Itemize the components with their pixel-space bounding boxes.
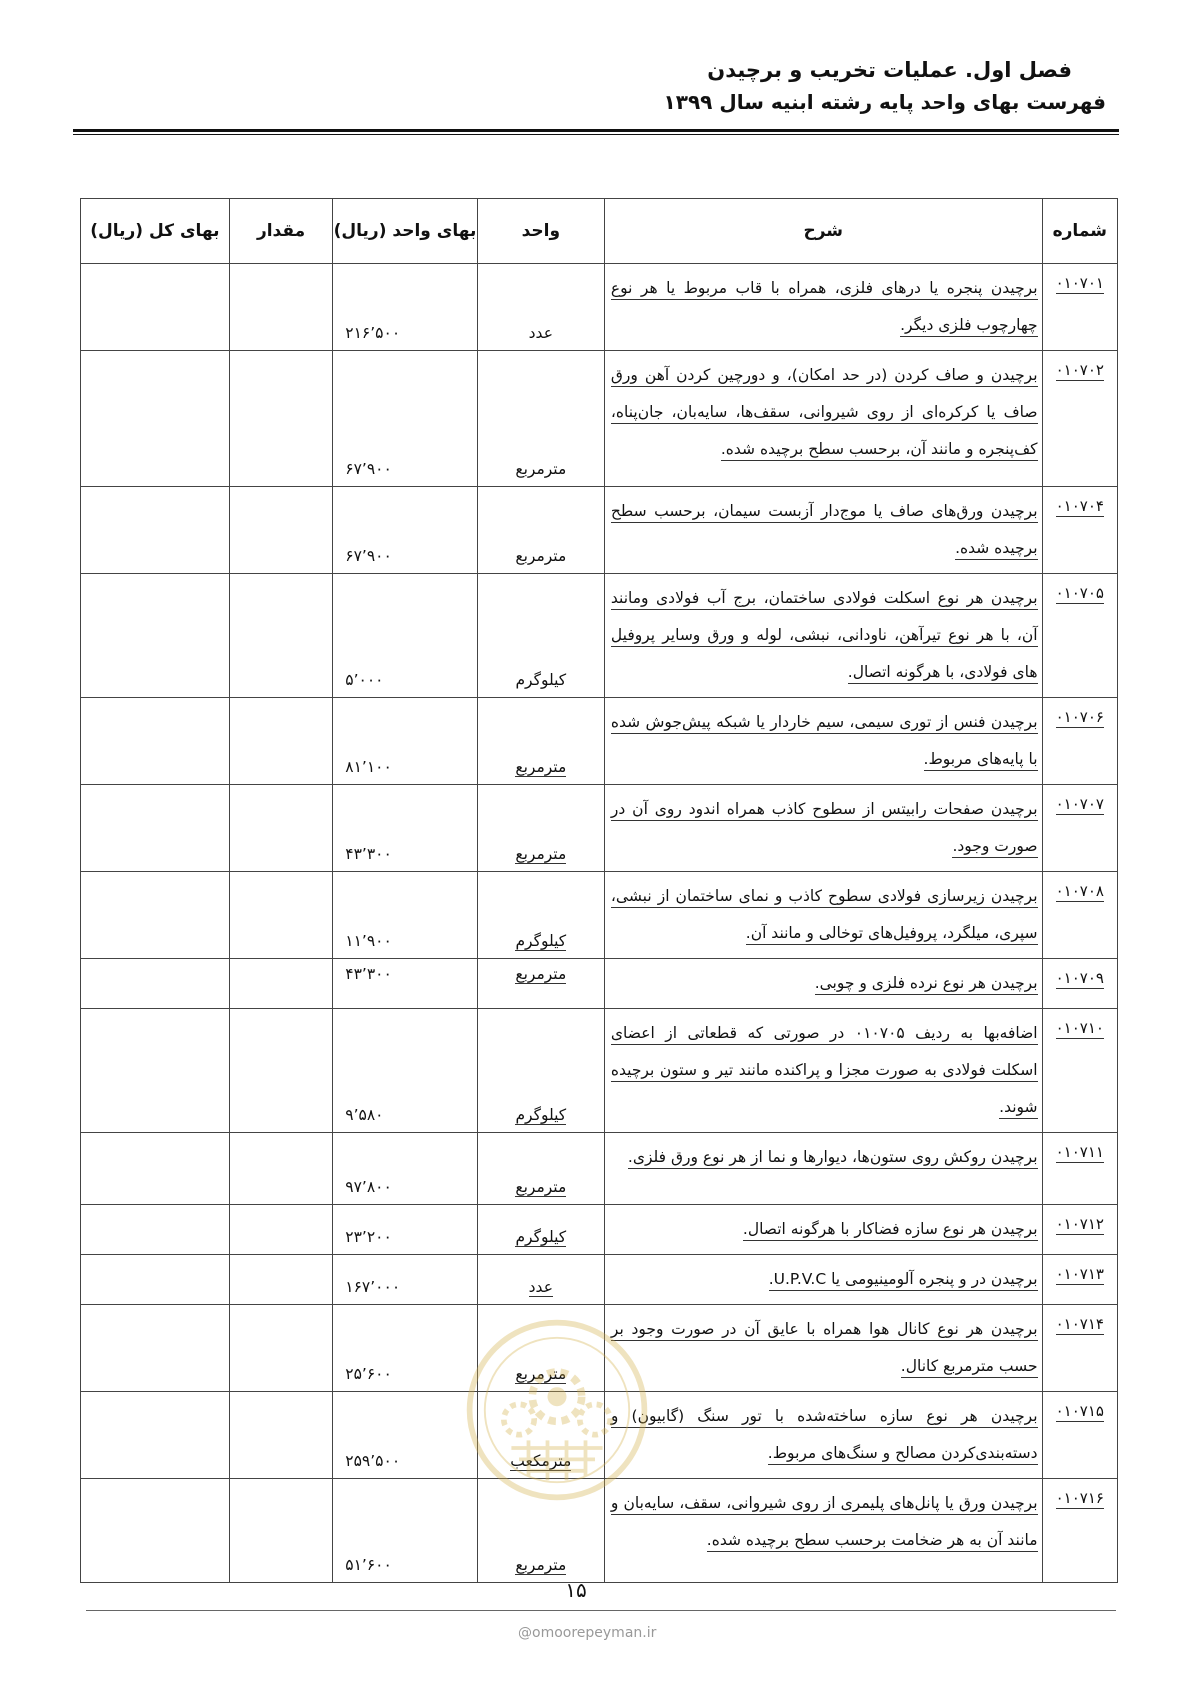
header-quantity: مقدار [229,199,332,264]
page-number: ۱۵ [565,1578,587,1602]
footer-rule [86,1610,1116,1611]
row-unit-cell [477,698,604,785]
row-description[interactable]: برچیدن هر نوع سازه ساخته‌شده با تور سنگ (گابیون) و دسته‌بندی‌کردن مصالح و سنگ‌های مربوط. [611,1407,1038,1465]
row-unit-cell [477,1392,604,1479]
row-description-cell [604,785,1042,872]
row-unit-price: ۲۱۶٬۵۰۰ [333,264,477,351]
row-description[interactable]: برچیدن فنس از توری سیمی، سیم خاردار یا شبکه پیش‌جوش شده با پایه‌های مربوط. [611,713,1038,771]
row-code[interactable]: ۰۱۰۷۱۶ [1055,1489,1104,1507]
row-quantity [229,785,332,872]
row-description[interactable]: برچیدن هر نوع کانال هوا همراه با عایق آن در صورت وجود بر حسب مترمربع کانال. [611,1320,1038,1378]
row-description[interactable]: برچیدن ورق‌های صاف یا موج‌دار آزبست سیمان، برحسب سطح برچیده شده. [611,502,1038,560]
row-code-cell [1042,1392,1117,1479]
row-unit-price: ۶۷٬۹۰۰ [333,351,477,487]
row-unit-price: ۴۳٬۳۰۰ [333,785,477,872]
row-unit-price: ۵۱٬۶۰۰ [333,1479,477,1583]
row-total-price [81,959,230,1009]
chapter-title: فصل اول. عملیات تخریب و برچیدن [707,58,1072,82]
row-total-price [81,872,230,959]
row-code[interactable]: ۰۱۰۷۱۴ [1055,1315,1104,1333]
row-unit-price: ۵٬۰۰۰ [333,574,477,698]
table-row [81,785,1118,872]
row-quantity [229,1479,332,1583]
row-unit: مترمربع [515,547,567,565]
row-description[interactable]: برچیدن زیرسازی فولادی سطوح کاذب و نمای ساختمان از نبشی، سپری، میلگرد، پروفیل‌های توخالی و مانند آن. [611,887,1038,945]
row-total-price [81,1392,230,1479]
header-code: شماره [1042,199,1117,264]
row-unit-price: ۴۳٬۳۰۰ [333,959,477,1009]
table-row [81,1205,1118,1255]
row-unit-price: ۹۷٬۸۰۰ [333,1133,477,1205]
row-total-price [81,574,230,698]
row-total-price [81,1305,230,1392]
row-code[interactable]: ۰۱۰۷۰۸ [1055,882,1104,900]
row-total-price [81,1133,230,1205]
row-code[interactable]: ۰۱۰۷۰۷ [1055,795,1104,813]
row-total-price [81,351,230,487]
row-unit-cell [477,1133,604,1205]
row-code[interactable]: ۰۱۰۷۰۲ [1055,361,1104,379]
row-description[interactable]: برچیدن و صاف کردن (در حد امکان)، و دورچین کردن آهن ورق صاف یا کرکره‌ای از روی شیروانی، سقف‌ها، سایه‌بان، جان‌پناه، کف‌پنجره و مانند آن، برحسب سطح برچیده شده. [611,366,1038,461]
row-code[interactable]: ۰۱۰۷۱۳ [1055,1265,1104,1283]
table-row [81,1133,1118,1205]
row-code-cell [1042,351,1117,487]
row-unit: مترمربع [515,460,567,478]
row-unit-price: ۲۵۹٬۵۰۰ [333,1392,477,1479]
row-description-cell [604,1205,1042,1255]
row-unit-cell [477,1479,604,1583]
row-unit[interactable]: مترمربع [515,965,567,983]
row-description-cell [604,1009,1042,1133]
row-code[interactable]: ۰۱۰۷۰۱ [1055,274,1104,292]
row-description-cell [604,487,1042,574]
row-quantity [229,1305,332,1392]
row-total-price [81,785,230,872]
row-quantity [229,264,332,351]
page-header [66,54,1106,118]
row-description[interactable]: برچیدن ورق یا پانل‌های پلیمری از روی شیروانی، سقف، سایه‌بان و مانند آن به هر ضخامت برحسب سطح برچیده شده. [611,1494,1038,1552]
row-quantity [229,872,332,959]
book-title: فهرست بهای واحد پایه رشته ابنیه سال ۱۳۹۹ [663,90,1106,114]
row-unit-price: ۲۳٬۲۰۰ [333,1205,477,1255]
table-row [81,264,1118,351]
row-description[interactable]: برچیدن هر نوع نرده فلزی و چوبی. [815,974,1038,995]
row-unit-price: ۸۱٬۱۰۰ [333,698,477,785]
table-row [81,1009,1118,1133]
row-unit-cell [477,1009,604,1133]
row-code-cell [1042,264,1117,351]
row-quantity [229,1205,332,1255]
row-code-cell [1042,574,1117,698]
row-quantity [229,487,332,574]
row-description-cell [604,1133,1042,1205]
row-description-cell [604,698,1042,785]
row-unit-cell [477,1205,604,1255]
row-unit[interactable]: مترمربع [515,1365,567,1383]
row-code-cell [1042,872,1117,959]
row-code-cell [1042,1133,1117,1205]
row-total-price [81,1479,230,1583]
row-description-cell [604,264,1042,351]
row-unit-cell [477,574,604,698]
row-unit-cell [477,959,604,1009]
row-code-cell [1042,1255,1117,1305]
website-watermark: @omoorepeyman.ir [518,1625,657,1641]
row-quantity [229,698,332,785]
row-code-cell [1042,785,1117,872]
row-code-cell [1042,1205,1117,1255]
table-row [81,959,1118,1009]
row-unit-price: ۶۷٬۹۰۰ [333,487,477,574]
row-description-cell [604,1392,1042,1479]
row-quantity [229,959,332,1009]
row-unit[interactable]: کیلوگرم [515,1228,567,1246]
row-quantity [229,1392,332,1479]
row-description[interactable]: برچیدن هر نوع اسکلت فولادی ساختمان، برج آب فولادی ومانند آن، با هر نوع تیرآهن، ناودانی، نبشی، لوله و ورق وسایر پروفیل های فولادی، با هرگونه اتصال. [611,589,1038,684]
row-unit-price: ۹٬۵۸۰ [333,1009,477,1133]
row-code[interactable]: ۰۱۰۷۱۲ [1055,1215,1104,1233]
row-description[interactable]: برچیدن روکش روی ستون‌ها، دیوارها و نما از هر نوع ورق فلزی. [628,1148,1038,1169]
table-row [81,1305,1118,1392]
row-description-cell [604,1479,1042,1583]
row-unit[interactable]: مترمربع [515,1178,567,1196]
row-unit-cell [477,264,604,351]
row-code-cell [1042,1479,1117,1583]
row-code[interactable]: ۰۱۰۷۰۶ [1055,708,1104,726]
row-total-price [81,1255,230,1305]
row-unit-cell [477,1255,604,1305]
row-unit-cell [477,1305,604,1392]
table-header-row [81,199,1118,264]
table-row [81,351,1118,487]
row-code-cell [1042,487,1117,574]
table-row [81,698,1118,785]
row-quantity [229,574,332,698]
row-quantity [229,351,332,487]
row-total-price [81,1205,230,1255]
row-description-cell [604,574,1042,698]
row-code-cell [1042,698,1117,785]
header-description: شرح [604,199,1042,264]
row-description[interactable]: برچیدن در و پنجره آلومینیومی یا U.P.V.C. [769,1270,1038,1291]
row-unit-price: ۱۶۷٬۰۰۰ [333,1255,477,1305]
row-code[interactable]: ۰۱۰۷۱۰ [1055,1019,1104,1037]
row-unit-cell [477,487,604,574]
row-description-cell [604,1255,1042,1305]
table-row [81,872,1118,959]
row-description[interactable]: اضافه‌بها به ردیف ۰۱۰۷۰۵ در صورتی که قطعاتی از اعضای اسکلت فولادی به صورت مجزا و پراکنده مانند تیر و ستون برچیده شوند. [611,1024,1038,1119]
row-unit[interactable]: کیلوگرم [515,932,567,950]
row-unit-price: ۱۱٬۹۰۰ [333,872,477,959]
row-total-price [81,487,230,574]
header-rule [73,129,1119,135]
row-description[interactable]: برچیدن هر نوع سازه فضاکار با هرگونه اتصال. [743,1220,1038,1241]
price-table-container [80,198,1118,1583]
row-quantity [229,1133,332,1205]
row-unit-cell [477,872,604,959]
row-unit[interactable]: مترمربع [515,845,567,863]
row-description-cell [604,351,1042,487]
header-unit-price: بهای واحد (ریال) [333,199,477,264]
row-code[interactable]: ۰۱۰۷۱۵ [1055,1402,1104,1420]
row-total-price [81,1009,230,1133]
row-description-cell [604,1305,1042,1392]
table-row [81,1392,1118,1479]
row-unit[interactable]: مترمربع [515,1556,567,1574]
row-code[interactable]: ۰۱۰۷۰۴ [1055,497,1104,515]
header-total-price: بهای کل (ریال) [81,199,230,264]
row-unit-cell [477,785,604,872]
table-row [81,1479,1118,1583]
row-code-cell [1042,1305,1117,1392]
row-code[interactable]: ۰۱۰۷۱۱ [1055,1143,1104,1161]
row-description[interactable]: برچیدن صفحات رابیتس از سطوح کاذب همراه اندود روی آن در صورت وجود. [611,800,1038,858]
row-unit-price: ۲۵٬۶۰۰ [333,1305,477,1392]
row-description-cell [604,872,1042,959]
row-description[interactable]: برچیدن پنجره یا درهای فلزی، همراه با قاب مربوط یا هر نوع چهارچوب فلزی دیگر. [611,279,1038,337]
row-code-cell [1042,1009,1117,1133]
row-total-price [81,698,230,785]
row-code[interactable]: ۰۱۰۷۰۵ [1055,584,1104,602]
table-row [81,1255,1118,1305]
row-description-cell [604,959,1042,1009]
row-unit-cell [477,351,604,487]
row-unit[interactable]: عدد [528,1278,553,1296]
row-quantity [229,1255,332,1305]
row-unit[interactable]: کیلوگرم [515,1106,567,1124]
row-unit[interactable]: مترمکعب [510,1452,572,1470]
header-unit: واحد [477,199,604,264]
row-quantity [229,1009,332,1133]
table-row [81,574,1118,698]
price-table [80,198,1118,1583]
row-code-cell [1042,959,1117,1009]
row-code[interactable]: ۰۱۰۷۰۹ [1055,969,1104,987]
table-row [81,487,1118,574]
row-unit: عدد [528,324,553,342]
row-total-price [81,264,230,351]
row-unit: کیلوگرم [515,671,567,689]
row-unit[interactable]: مترمربع [515,758,567,776]
